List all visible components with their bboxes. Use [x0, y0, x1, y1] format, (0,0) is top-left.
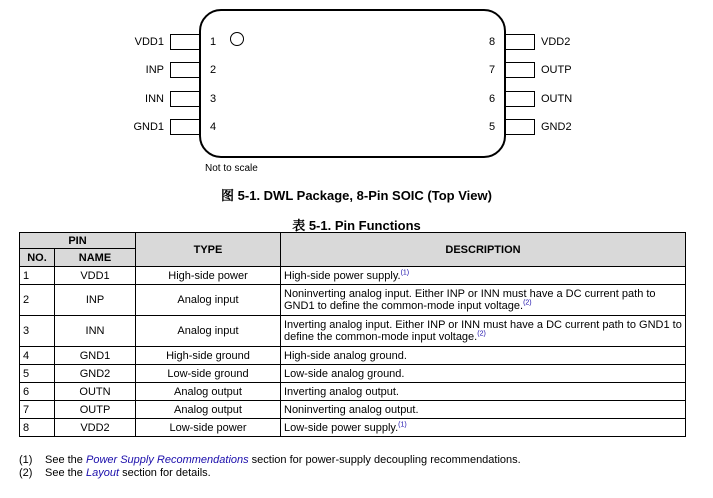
pin-lead-1 [170, 34, 199, 50]
pin1-indicator-icon [230, 32, 244, 46]
pin-lead-2 [170, 62, 199, 78]
pin-lead-4 [170, 119, 199, 135]
cell-name: OUTN [55, 383, 136, 401]
header-name: NAME [55, 249, 136, 267]
header-pin: PIN [20, 233, 136, 249]
pin-number-label: 7 [489, 64, 496, 76]
pin-lead-7 [506, 62, 535, 78]
pin-name-label: GND1 [133, 121, 164, 133]
cell-no: 5 [20, 365, 55, 383]
footnote-2 [19, 467, 211, 479]
pin-name-label: INN [145, 93, 164, 105]
footnote-ref[interactable]: (1) [398, 420, 407, 428]
desc-text: Inverting analog input. Either INP or INN must have a DC current path to GND1 to define the common-mode input voltage. [284, 319, 682, 343]
header-no: NO. [20, 249, 55, 267]
cell-type: High-side ground [136, 347, 281, 365]
cell-name: GND2 [55, 365, 136, 383]
footnote-ref[interactable]: (2) [477, 330, 486, 338]
pin-functions-table [19, 232, 686, 437]
pin-lead-5 [506, 119, 535, 135]
pin-lead-3 [170, 91, 199, 107]
cell-type: Analog output [136, 383, 281, 401]
pin-name-label: GND2 [541, 121, 572, 133]
cell-no: 2 [20, 285, 55, 316]
cell-description [281, 383, 686, 401]
pin-lead-8 [506, 34, 535, 50]
cell-type: High-side power [136, 267, 281, 285]
cell-no: 3 [20, 316, 55, 347]
desc-text: Noninverting analog output. [284, 403, 419, 416]
cell-no: 4 [20, 347, 55, 365]
figure-caption: 图 5-1. DWL Package, 8-Pin SOIC (Top View) [221, 188, 492, 203]
footnote-text-pre: See the [45, 467, 86, 479]
footnote-ref[interactable]: (1) [400, 268, 410, 276]
pin-name-label: OUTP [541, 64, 572, 76]
cell-name: VDD2 [55, 419, 136, 437]
table-row [20, 316, 686, 347]
table-caption: 表 5-1. Pin Functions [292, 218, 421, 233]
cell-no: 1 [20, 267, 55, 285]
footnote-text-pre: See the [45, 454, 86, 466]
pin-number-label: 6 [489, 93, 496, 105]
pin-number-label: 2 [210, 64, 217, 76]
package-body [199, 9, 506, 158]
desc-text: Inverting analog output. [284, 385, 399, 398]
layout-link[interactable]: Layout [85, 467, 120, 479]
cell-no: 8 [20, 419, 55, 437]
footnote-text-post: section for power-supply decoupling recommendations. [248, 454, 521, 466]
cell-type: Analog output [136, 401, 281, 419]
pin-name-label: OUTN [541, 93, 573, 105]
pin-number-label: 8 [489, 36, 496, 48]
table-row [20, 365, 686, 383]
pin-lead-6 [506, 91, 535, 107]
table-row [20, 419, 686, 437]
cell-description [281, 419, 686, 437]
cell-description [281, 365, 686, 383]
pin-number-label: 3 [210, 93, 217, 105]
desc-text: Low-side analog ground. [284, 367, 405, 380]
cell-no: 6 [20, 383, 55, 401]
footnote-1 [19, 454, 521, 466]
pin-name-label: INP [145, 64, 164, 76]
cell-type: Low-side power [136, 419, 281, 437]
cell-description [281, 401, 686, 419]
cell-name: OUTP [55, 401, 136, 419]
cell-name: VDD1 [55, 267, 136, 285]
cell-no: 7 [20, 401, 55, 419]
table-row [20, 383, 686, 401]
desc-text: Noninverting analog input. Either INP or INN must have a DC current path to GND1 to define the common-mode input voltage. [284, 288, 656, 312]
cell-type: Low-side ground [136, 365, 281, 383]
footnote-text-post: section for details. [119, 467, 211, 479]
cell-name: INP [55, 285, 136, 316]
cell-type: Analog input [136, 316, 281, 347]
cell-description [281, 267, 686, 285]
cell-description [281, 347, 686, 365]
table-row [20, 267, 686, 285]
pin-number-label: 1 [210, 36, 217, 48]
power-supply-recommendations-link[interactable]: Power Supply Recommendations [85, 454, 249, 466]
cell-type: Analog input [136, 285, 281, 316]
header-type: TYPE [136, 233, 281, 267]
scale-note: Not to scale [205, 163, 258, 174]
table-row [20, 401, 686, 419]
footnote-number: (1) [19, 454, 33, 466]
footnote-number: (2) [19, 467, 33, 479]
pin-number-label: 5 [489, 121, 496, 133]
footnote-ref[interactable]: (2) [523, 299, 532, 307]
header-description: DESCRIPTION [281, 233, 686, 267]
pin-number-label: 4 [210, 121, 217, 133]
desc-text: Low-side power supply. [284, 421, 399, 434]
pin-name-label: VDD2 [541, 36, 571, 48]
cell-name: INN [55, 316, 136, 347]
cell-description [281, 285, 686, 316]
desc-text: High-side analog ground. [284, 349, 407, 362]
cell-description [281, 316, 686, 347]
table-row [20, 285, 686, 316]
pin-name-label: VDD1 [134, 36, 164, 48]
desc-text: High-side power supply. [284, 269, 401, 282]
cell-name: GND1 [55, 347, 136, 365]
table-row [20, 347, 686, 365]
